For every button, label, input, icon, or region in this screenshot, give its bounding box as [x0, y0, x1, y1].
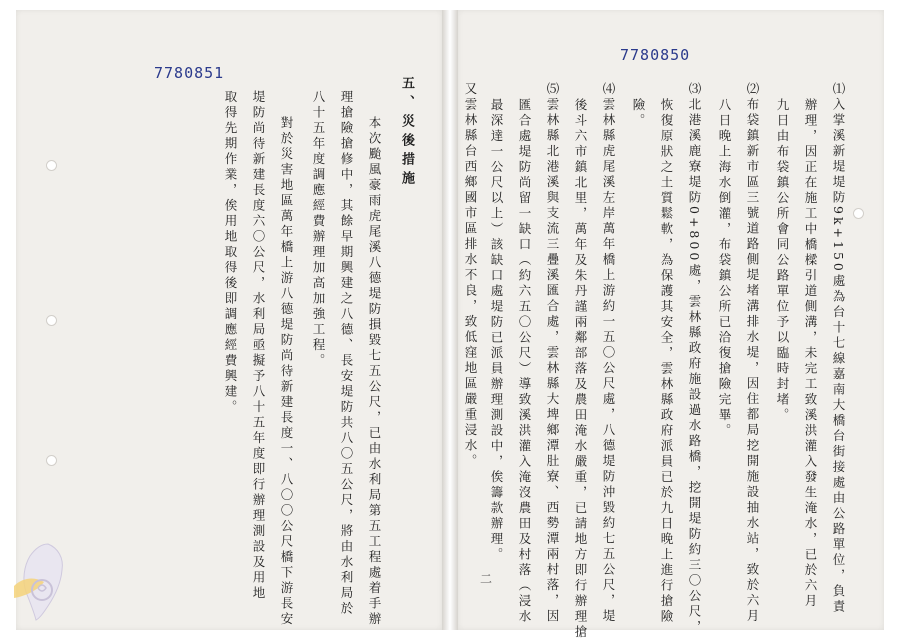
text-line: 理搶險搶修中，其餘早期興建之八德、長安堤防共八〇五公尺，將由水利局於	[339, 90, 354, 617]
text-line: 又雲林縣台西鄉國市區排水不良，致低窪地區嚴重浸水。	[463, 82, 478, 470]
open-document-spread	[16, 10, 884, 641]
text-line: ⑵布袋鎮新市區三號道路側堤堵溝排水堤，因住都局挖開施設抽水站，致於六月	[745, 82, 760, 625]
serial-number-right: 7780850	[620, 46, 691, 64]
text-line: 對於災害地區萬年橋上游八德堤防尚待新建長度一、八〇〇公尺橋下游長安	[279, 116, 294, 628]
left-page	[16, 10, 442, 630]
right-page	[458, 10, 884, 641]
text-line: 取得先期作業，俟用地取得後即調應經費興建。	[223, 90, 238, 416]
archive-watermark-logo	[4, 540, 84, 624]
text-line: ⑴入掌溪新堤堤防9k+150處為台十七線嘉南大橋台街接處由公路單位，負責	[831, 82, 846, 615]
punch-hole	[46, 455, 57, 466]
book-gutter	[442, 10, 458, 630]
section-heading: 五、災後措施	[399, 76, 414, 190]
punch-hole	[46, 160, 57, 171]
text-line: 八十五年度調應經費辦理加高加強工程。	[311, 90, 326, 369]
text-line: 八日晚上海水倒灌，布袋鎮公所已洽復搶險完畢。	[717, 98, 732, 439]
text-line: ⑷雲林縣虎尾溪左岸萬年橋上游約一五〇公尺處，八德堤防沖毀約七五公尺，堤	[601, 82, 616, 625]
punch-hole	[46, 315, 57, 326]
serial-number-left: 7780851	[154, 64, 225, 82]
text-line: 後斗六市鎮北里，萬年及朱丹謹兩鄰部落及農田淹水嚴重，已請地方即行辦理搶	[573, 98, 588, 641]
text-line: 辦理，因正在施工中橋樑引道側溝，未完工致溪洪灌入發生淹水，已於六月	[803, 98, 818, 610]
text-line: 堤防尚待新建長度六〇公尺，水利局亟擬予八十五年度即行辦理測設及用地	[251, 90, 266, 602]
text-line: ⑸雲林縣北港溪與支流三疊溪匯合處，雲林縣大埤鄉潭肚寮、西勢潭兩村落，因	[545, 82, 560, 625]
text-line: ⑶北港溪鹿寮堤防0+800處，雲林縣政府施設過水路橋，挖開堤防約三〇公尺，	[687, 82, 702, 636]
text-line: 九日由布袋鎮公所會同公路單位予以臨時封堵。	[775, 98, 790, 424]
text-line: 最深達一公尺以上）該缺口處堤防已派員辦理測設中，俟籌款辦理。	[489, 98, 504, 563]
text-line: 險。	[631, 98, 646, 129]
text-line: 恢復原狀之土質鬆軟，為保護其安全，雲林縣政府派員已於九日晚上進行搶險	[659, 98, 674, 625]
text-line: 本次颱風豪雨虎尾溪八德堤防損毀七五公尺，已由水利局第五工程處着手辦	[367, 116, 382, 628]
text-line: 匯合處堤防尚留一缺口（約六五〇公尺）導致溪洪灌入淹沒農田及村落（浸水	[517, 98, 532, 625]
punch-hole	[853, 208, 864, 219]
page-number: 二	[480, 572, 493, 586]
